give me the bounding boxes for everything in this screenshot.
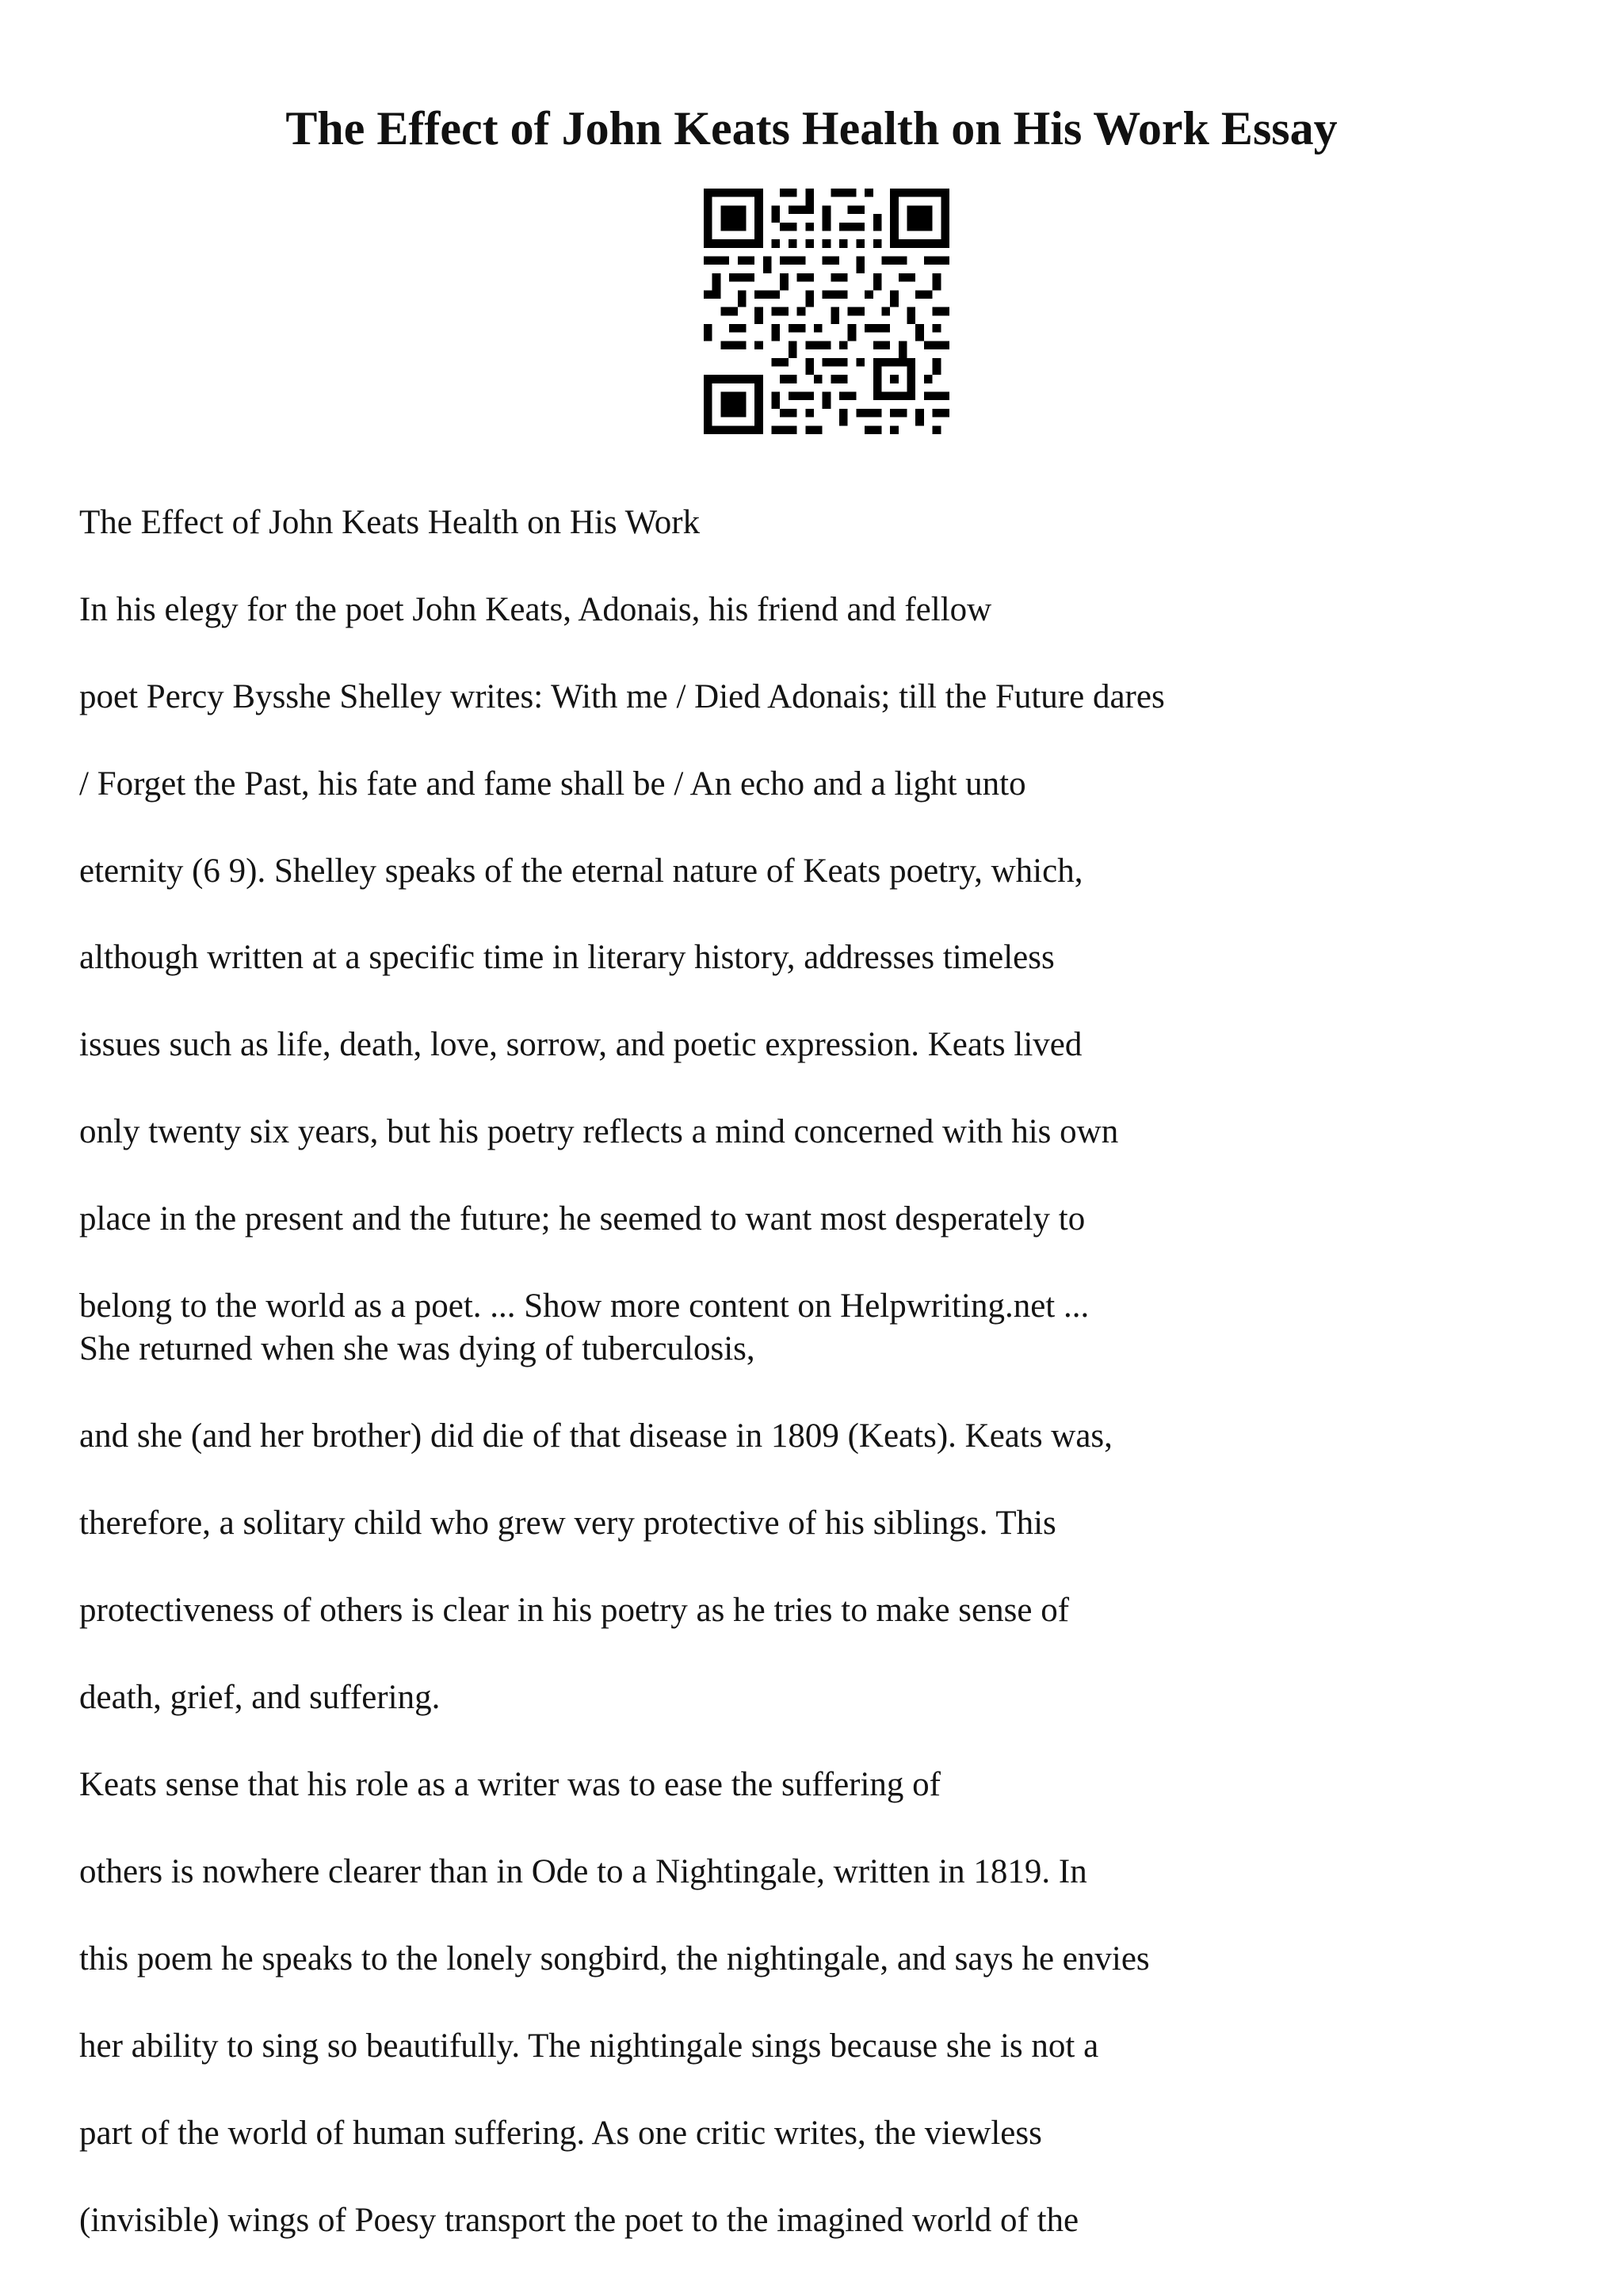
qr-code-icon	[704, 189, 949, 434]
text-line: She returned when she was dying of tuberculosis,	[79, 1330, 755, 1367]
text-line: her ability to sing so beautifully. The nightingale sings because she is not a	[79, 2027, 1099, 2065]
text-line: others is nowhere clearer than in Ode to a Nightingale, written in 1819. In	[79, 1853, 1087, 1890]
text-line: protectiveness of others is clear in his poetry as he tries to make sense of	[79, 1592, 1070, 1629]
text-line: although written at a specific time in literary history, addresses timeless	[79, 939, 1055, 976]
text-line: / Forget the Past, his fate and fame shall be / An echo and a light unto	[79, 765, 1026, 803]
document-title: The Effect of John Keats Health on His Work Essay	[285, 102, 1338, 154]
text-line: part of the world of human suffering. As one critic writes, the viewless	[79, 2115, 1042, 2152]
text-line: and she (and her brother) did die of that disease in 1809 (Keats). Keats was,	[79, 1417, 1113, 1455]
text-line: The Effect of John Keats Health on His Work	[79, 504, 701, 541]
text-line: death, grief, and suffering.	[79, 1679, 441, 1716]
text-line: poet Percy Bysshe Shelley writes: With me / Died Adonais; till the Future dares	[79, 678, 1165, 715]
text-line: belong to the world as a poet. ... Show more content on Helpwriting.net ...	[79, 1287, 1090, 1325]
text-line: therefore, a solitary child who grew very protective of his siblings. This	[79, 1505, 1056, 1542]
text-line: eternity (6 9). Shelley speaks of the eternal nature of Keats poetry, which,	[79, 852, 1083, 890]
text-line: (invisible) wings of Poesy transport the poet to the imagined world of the	[79, 2202, 1079, 2239]
text-line: this poem he speaks to the lonely songbird, the nightingale, and says he envies	[79, 1940, 1150, 1978]
text-line: issues such as life, death, love, sorrow, and poetic expression. Keats lived	[79, 1026, 1083, 1063]
text-line: Keats sense that his role as a writer was to ease the suffering of	[79, 1766, 941, 1803]
text-line: In his elegy for the poet John Keats, Adonais, his friend and fellow	[79, 591, 992, 628]
text-line: place in the present and the future; he seemed to want most desperately to	[79, 1200, 1086, 1238]
text-line: only twenty six years, but his poetry reflects a mind concerned with his own	[79, 1113, 1119, 1150]
